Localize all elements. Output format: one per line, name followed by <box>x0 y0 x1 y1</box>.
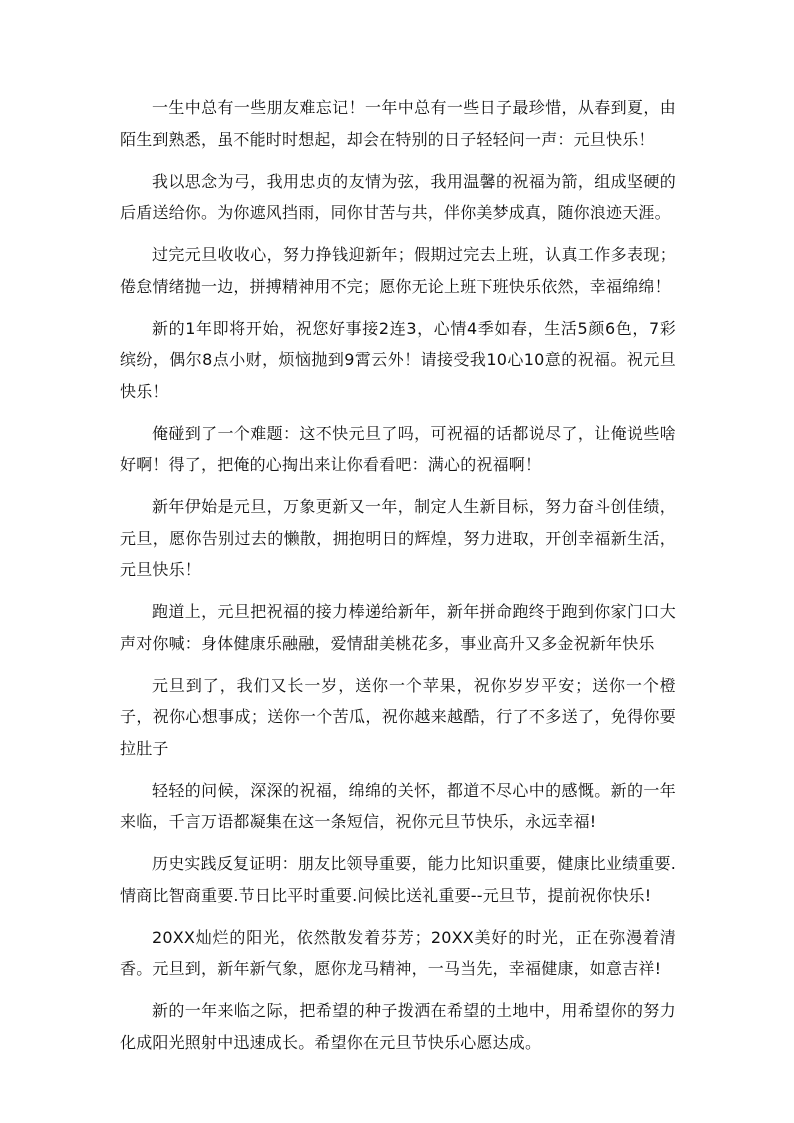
paragraph: 历史实践反复证明：朋友比领导重要，能力比知识重要，健康比业绩重要.情商比智商重要.节日比平时重要.问候比送礼重要--元旦节，提前祝你快乐! <box>120 854 676 905</box>
paragraph: 一生中总有一些朋友难忘记！一年中总有一些日子最珍惜，从春到夏，由陌生到熟悉，虽不能时时想起，却会在特别的日子轻轻问一声：元旦快乐！ <box>120 98 676 149</box>
paragraph: 20XX灿烂的阳光，依然散发着芬芳；20XX美好的时光，正在弥漫着清香。元旦到，新年新气象，愿你龙马精神，一马当先，幸福健康，如意吉祥! <box>120 927 676 978</box>
paragraph: 元旦到了，我们又长一岁，送你一个苹果，祝你岁岁平安；送你一个橙子，祝你心想事成；送你一个苦瓜，祝你越来越酷，行了不多送了，免得你要拉肚子 <box>120 675 676 758</box>
paragraph: 俺碰到了一个难题：这不快元旦了吗，可祝福的话都说尽了，让俺说些啥好啊！得了，把俺的心掏出来让你看看吧：满心的祝福啊！ <box>120 423 676 474</box>
paragraph: 新年伊始是元旦，万象更新又一年，制定人生新目标，努力奋斗创佳绩，元旦，愿你告别过去的懒散，拥抱明日的辉煌，努力进取，开创幸福新生活，元旦快乐！ <box>120 497 676 579</box>
paragraph: 过完元旦收收心，努力挣钱迎新年；假期过完去上班，认真工作多表现；倦怠情绪抛一边，拼搏精神用不完；愿你无论上班下班快乐依然，幸福绵绵！ <box>120 245 676 296</box>
document-body <box>120 92 676 1069</box>
paragraph: 新的一年来临之际，把希望的种子拨洒在希望的土地中，用希望你的努力化成阳光照射中迅速成长。希望你在元旦节快乐心愿达成。 <box>120 1001 676 1052</box>
paragraph: 新的1年即将开始，祝您好事接2连3，心情4季如春，生活5颜6色，7彩缤纷，偶尔8点小财，烦恼抛到9霄云外！请接受我10心10意的祝福。祝元旦快乐！ <box>120 318 676 401</box>
paragraph: 跑道上，元旦把祝福的接力棒递给新年，新年拼命跑终于跑到你家门口大声对你喊：身体健康乐融融，爱情甜美桃花多，事业高升又多金祝新年快乐 <box>120 602 676 653</box>
paragraph: 我以思念为弓，我用忠贞的友情为弦，我用温馨的祝福为箭，组成坚硬的后盾送给你。为你遮风挡雨，同你甘苦与共，伴你美梦成真，随你浪迹天涯。 <box>120 171 676 222</box>
paragraph: 轻轻的问候，深深的祝福，绵绵的关怀，都道不尽心中的感慨。新的一年来临，千言万语都凝集在这一条短信，祝你元旦节快乐，永远幸福! <box>120 780 676 831</box>
